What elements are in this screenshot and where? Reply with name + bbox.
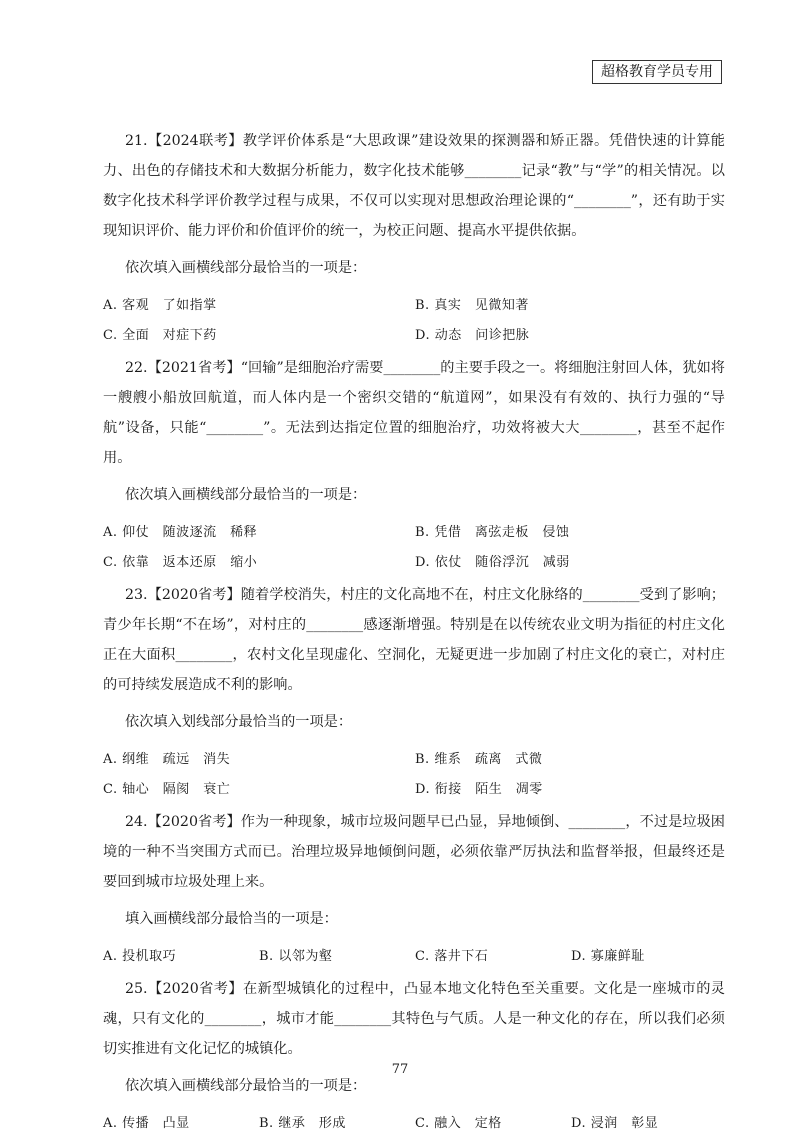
option-d[interactable]: D. 依仗 随俗浮沉 减弱 [415,555,570,570]
question-24 [103,807,725,972]
options [103,291,725,351]
option-c[interactable]: C. 依靠 返本还原 缩小 [103,555,258,570]
question-prompt: 依次填入划线部分最恰当的一项是： [125,714,353,730]
option-a[interactable]: A. 客观 了如指掌 [103,298,217,313]
question-prompt: 依次填入画横线部分最恰当的一项是： [125,487,367,503]
question-list [103,126,725,1141]
option-d[interactable]: D. 浸润 彰显 [571,1116,659,1131]
option-d[interactable]: D. 衔接 陌生 凋零 [415,782,543,797]
option-c[interactable]: C. 融入 定格 [415,1116,502,1131]
page-number: 77 [391,1062,409,1077]
options [103,518,725,578]
options [103,1109,725,1139]
question-prompt: 依次填入画横线部分最恰当的一项是： [125,260,367,276]
option-b[interactable]: B. 维系 疏离 式微 [415,752,543,767]
question-stem: 24.【2020省考】作为一种现象，城市垃圾问题早已凸显，异地倾倒、________，不过是垃圾困境的一种不当突围方式而已。治理垃圾异地倾倒问题，必须依靠严厉执法和监督举报，但最终还是要回到城市垃圾处理上来。 [103,814,725,890]
question-22 [103,353,725,578]
question-stem: 23.【2020省考】随着学校消失，村庄的文化高地不在，村庄文化脉络的________受到了影响；青少年长期“不在场”，对村庄的________感逐渐增强。特别是在以传统农业文明为指征的村庄文化正在大面积________，农村文化呈现虚化、空洞化，无疑更进一步加剧了村庄文化的衰亡，对村庄的可持续发展造成不利的影响。 [103,587,725,693]
option-a[interactable]: A. 仰仗 随波逐流 稀释 [103,525,258,540]
question-stem: 25.【2020省考】在新型城镇化的过程中，凸显本地文化特色至关重要。文化是一座城市的灵魂，只有文化的________，城市才能________其特色与气质。人是一种文化的存在，所以我们必须切实推进有文化记忆的城镇化。 [103,981,725,1057]
option-a[interactable]: A. 投机取巧 [103,949,177,964]
question-25 [103,974,725,1139]
option-b[interactable]: B. 真实 见微知著 [415,298,529,313]
question-prompt: 填入画横线部分最恰当的一项是： [125,911,338,927]
option-d[interactable]: D. 动态 问诊把脉 [415,328,530,343]
option-b[interactable]: B. 继承 形成 [259,1116,346,1131]
options [103,745,725,805]
exclusive-badge: 超格教育学员专用 [592,60,722,84]
question-stem: 21.【2024联考】教学评价体系是“大思政课”建设效果的探测器和矫正器。凭借快速的计算能力、出色的存储技术和大数据分析能力，数字化技术能够________记录“教”与“学”的相关情况。以数字化技术科学评价教学过程与成果，不仅可以实现对思想政治理论课的“________”，还有助于实现知识评价、能力评价和价值评价的统一，为校正问题、提高水平提供依据。 [103,133,725,239]
options [103,942,725,972]
option-b[interactable]: B. 凭借 离弦走板 侵蚀 [415,525,570,540]
option-d[interactable]: D. 寡廉鲜耻 [571,949,645,964]
option-c[interactable]: C. 落井下石 [415,949,489,964]
option-c[interactable]: C. 全面 对症下药 [103,328,217,343]
question-21 [103,126,725,351]
question-stem: 22.【2021省考】“回输”是细胞治疗需要________的主要手段之一。将细胞注射回人体，犹如将一艘艘小船放回航道，而人体内是一个密织交错的“航道网”，如果没有有效的、执行力强的“导航”设备，只能“________”。无法到达指定位置的细胞治疗，功效将被大大________，甚至不起作用。 [103,360,725,466]
question-prompt: 依次填入画横线部分最恰当的一项是： [125,1078,367,1094]
question-23 [103,580,725,805]
option-c[interactable]: C. 轴心 隔阂 衰亡 [103,782,231,797]
option-a[interactable]: A. 传播 凸显 [103,1116,190,1131]
option-b[interactable]: B. 以邻为壑 [259,949,333,964]
option-a[interactable]: A. 纲维 疏远 消失 [103,752,231,767]
